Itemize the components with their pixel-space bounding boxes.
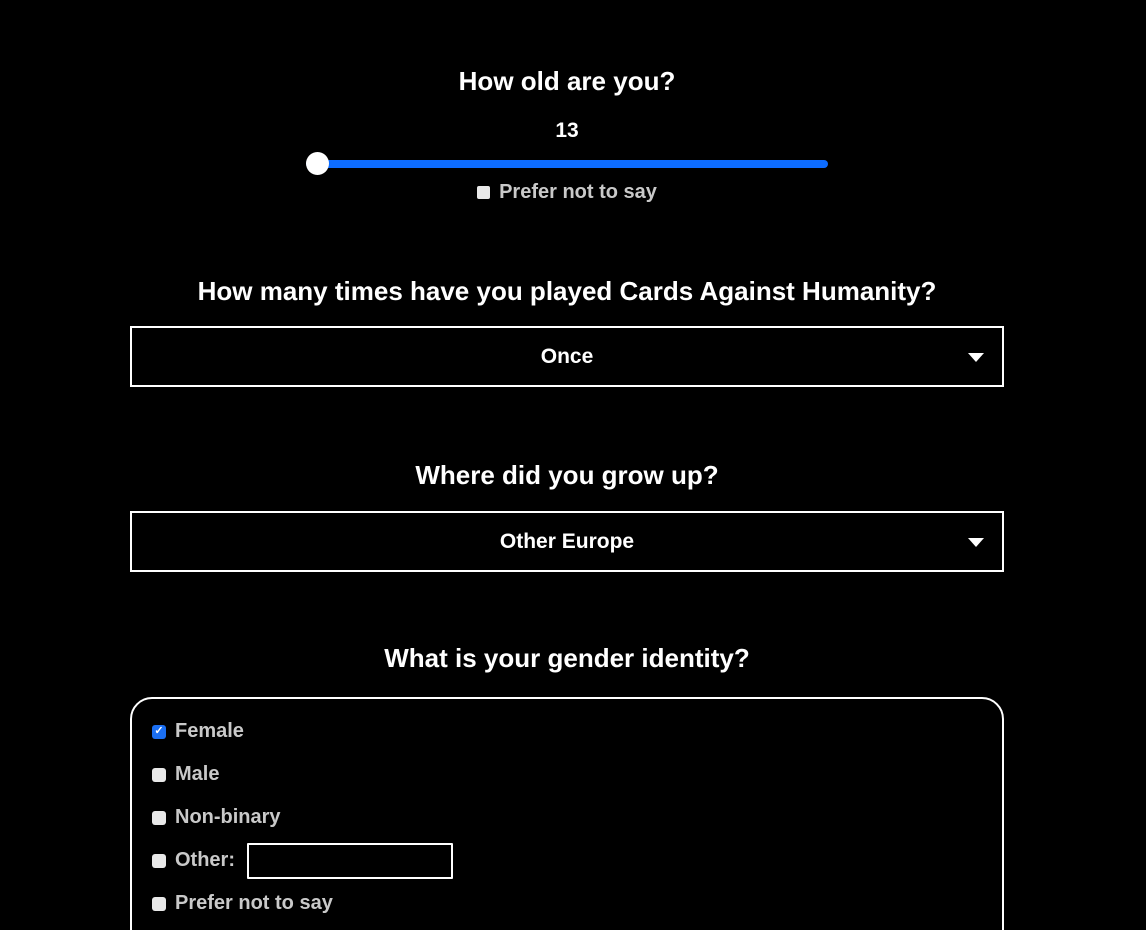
gender-question-title: What is your gender identity?: [384, 643, 750, 673]
prefer-not-label[interactable]: Prefer not to say: [175, 892, 333, 914]
option-row-other: [152, 839, 1002, 882]
plays-select[interactable]: [130, 326, 1004, 387]
plays-question-title: How many times have you played Cards Against Humanity?: [197, 276, 937, 306]
male-checkbox[interactable]: [152, 768, 166, 782]
age-prefer-not-checkbox[interactable]: [477, 186, 490, 199]
female-checkbox[interactable]: [152, 725, 166, 739]
female-label[interactable]: Female: [175, 720, 244, 742]
prefer-not-checkbox[interactable]: [152, 897, 166, 911]
dropdown-arrow-icon: [968, 538, 984, 547]
other-text-input[interactable]: [247, 843, 453, 879]
option-row-prefer-not: [152, 882, 1002, 925]
checkmark-icon: ✓: [154, 725, 164, 737]
survey-form: [130, 0, 1004, 930]
option-row-male: [152, 753, 1002, 796]
grewup-question-title: Where did you grow up?: [415, 460, 719, 490]
option-row-nonbinary: [152, 796, 1002, 839]
gender-options-group: [130, 697, 1004, 930]
grewup-select-value: Other Europe: [499, 529, 635, 553]
male-label[interactable]: Male: [175, 763, 220, 785]
grewup-select[interactable]: [130, 511, 1004, 572]
age-value: 13: [555, 119, 579, 142]
nonbinary-label[interactable]: Non-binary: [175, 806, 281, 828]
option-row-female: [152, 710, 1002, 753]
age-prefer-not-label[interactable]: Prefer not to say: [499, 180, 657, 203]
other-checkbox[interactable]: [152, 854, 166, 868]
age-question-title: How old are you?: [458, 66, 676, 96]
dropdown-arrow-icon: [968, 353, 984, 362]
nonbinary-checkbox[interactable]: [152, 811, 166, 825]
age-prefer-not-row: [130, 182, 1004, 202]
other-label[interactable]: Other:: [175, 849, 235, 871]
age-slider-thumb[interactable]: [306, 152, 329, 175]
age-slider-track[interactable]: [306, 160, 828, 168]
plays-select-value: Once: [540, 344, 594, 368]
age-slider[interactable]: [306, 152, 828, 175]
